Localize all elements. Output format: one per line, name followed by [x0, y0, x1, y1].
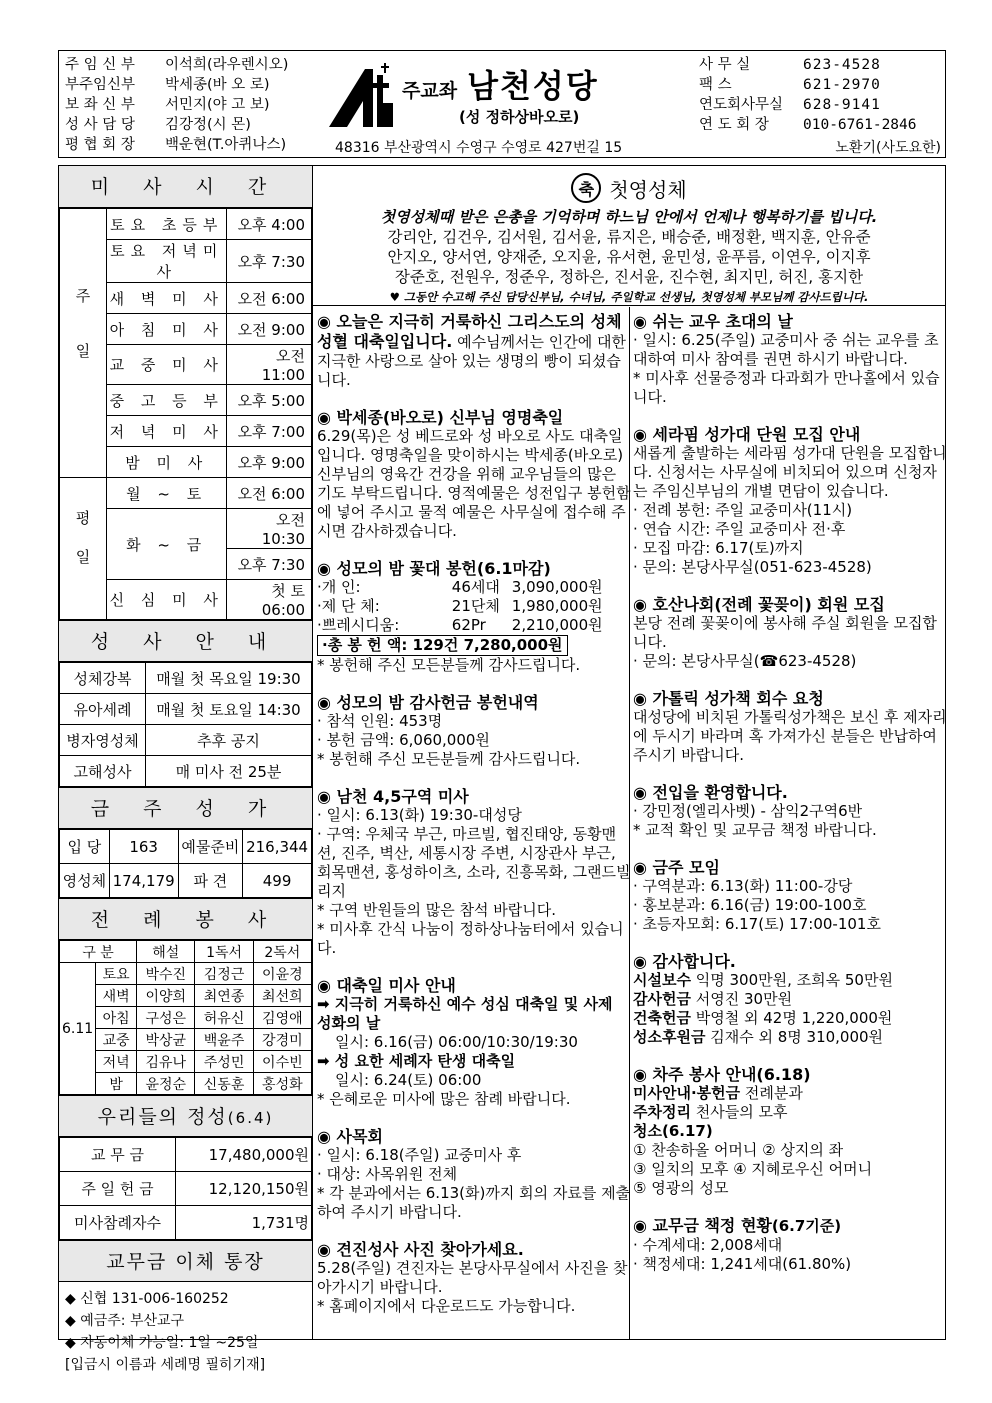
- mass-times-table: [59, 208, 312, 620]
- notice-feast: ◉ 오늘은 지극히 거룩하신 그리스도의 성체 성혈 대축일입니다. 예수님께서는 인간에 대한 지극한 사랑으로 살아 있는 생명의 빵이 되셨습니다.: [317, 312, 631, 390]
- table-row: 교 무 금 17,480,000원: [60, 1138, 312, 1172]
- notice-solemnity-mass: ◉ 대축일 미사 안내 ➡ 지극히 거룩하신 예수 성심 대축일 및 사제 성화의 날 일시: 6.16(금) 06:00/10:30/19:30 ➡ 성 요한 세례자 탄생 대축일 일시: 6.24(토) 06:00 * 은혜로운 미사에 많은 참례 바랍니다.: [317, 976, 631, 1109]
- table-row: 토요 저녁미사 오후 7:30: [60, 240, 312, 283]
- notice-welcome: ◉ 전입을 환영합니다. · 강민정(엘리사벳) - 삼익2구역6반 * 교적 확인 및 교무금 책정 바랍니다.: [633, 783, 947, 840]
- table-row: 주 일 헌 금 12,120,150원: [60, 1172, 312, 1206]
- notice-pastoral-council: ◉ 사목회 · 일시: 6.18(주일) 교중미사 후 · 대상: 사목위원 전체 * 각 분과에서는 6.13(화)까지 회의 자료를 제출하여 주시기 바랍니다.: [317, 1127, 631, 1222]
- church-logo-icon: [325, 61, 395, 131]
- table-row: 새벽 이양희 최연종 최선희: [60, 985, 312, 1007]
- church-title: [402, 61, 599, 105]
- liturgy-service-heading: 전 례 봉 사: [59, 898, 312, 940]
- liturgy-service-table: [59, 940, 312, 1095]
- table-row: 밤 미 사 오후 9:00: [60, 447, 312, 478]
- notice-thanks: ◉ 감사합니다. 시설보수 익명 300만원, 조희옥 50만원 감사헌금 서영진 30만원 건축헌금 박영철 외 42명 1,220,000원 성소후원금 김재수 외 8명 310,000원: [633, 952, 947, 1047]
- table-row: 영성체 174,179 파 견 499: [60, 864, 312, 898]
- contact-row: 연도회사무실 628-9141: [699, 97, 881, 113]
- main-content: [313, 165, 946, 1340]
- notice-flower-group-recruit: ◉ 호산나회(전례 꽃꽂이) 회원 모집 본당 전례 꽃꽂이에 봉사해 주실 회원을 모집합니다. · 문의: 본당사무실(☎623-4528): [633, 595, 947, 671]
- table-row: 6.11 토요 박수진 김정근 이윤경: [60, 963, 312, 985]
- table-row: 아침 구성은 허유신 김영애: [60, 1007, 312, 1029]
- congratulations-badge-icon: 축: [571, 173, 601, 203]
- header: [58, 50, 946, 158]
- notices-right: [633, 312, 947, 1292]
- first-communion-title: 첫영성체: [609, 177, 687, 202]
- hymns-heading: 금 주 성 가: [59, 787, 312, 829]
- table-row: 구 분 해설 1독서 2독서: [60, 941, 312, 963]
- first-communion-banner: [313, 166, 945, 306]
- mass-times-heading: 미 사 시 간: [59, 166, 312, 208]
- table-row: 중 고 등 부 오후 5:00: [60, 385, 312, 416]
- table-row: 화 ~ 금 오전 10:30: [60, 509, 312, 549]
- table-row: 오후 7:30: [60, 549, 312, 580]
- notice-choir-recruit: ◉ 세라핌 성가대 단원 모집 안내 새롭게 출발하는 세라핌 성가대 단원을 모집합니다. 신청서는 사무실에 비치되어 있으며 신청자는 주임신부님의 개별 면담이 있습니다. · 전례 봉헌: 주일 교중미사(11시) · 연습 시간: 주일 교중미사 전·후 · 모집 마감: 6.17(토)까지 · 문의: 본당사무실(051-623-4528): [633, 425, 947, 577]
- offering-total: ·총 봉 헌 액: 129건 7,280,000원: [317, 635, 568, 656]
- first-communion-thanks: ♥ 그동안 수고해 주신 담당신부님, 수녀님, 주일학교 선생님, 첫영성체 부모님께 감사드립니다.: [389, 290, 869, 304]
- church-patron: (성 정하상바오로): [459, 108, 580, 126]
- offering-heading: 우리들의 정성(6.4): [59, 1095, 312, 1137]
- table-row: 새 벽 미 사 오전 6:00: [60, 283, 312, 314]
- left-sidebar: [58, 165, 313, 1373]
- first-communion-wish: 첫영성체때 받은 은총을 기억하며 하느님 안에서 언제나 행복하기를 빕니다.: [380, 208, 878, 226]
- list-item: · 제 단 체: 21단체 1,980,000원: [317, 597, 631, 616]
- notice-weekly-meetings: ◉ 금주 모임 · 구역분과: 6.13(화) 11:00-강당 · 홍보분과: 6.16(금) 19:00-100호 · 초등자모회: 6.17(토) 17:00-101호: [633, 858, 947, 934]
- list-item: · 개 인: 46세대 3,090,000원: [317, 578, 631, 597]
- table-row: 고해성사 매 미사 전 25분: [60, 756, 312, 787]
- notices-left: [317, 312, 631, 1334]
- table-row: 저 녁 미 사 오후 7:00: [60, 416, 312, 447]
- table-row: 저녁 김유나 주성민 이수빈: [60, 1051, 312, 1073]
- table-row: 미사참례자수 1,731명: [60, 1206, 312, 1240]
- table-row: 아 침 미 사 오전 9:00: [60, 314, 312, 345]
- table-row: 입 당 163 예물준비 216,344: [60, 830, 312, 864]
- contact-name: 노환기(사도요한): [835, 140, 941, 156]
- table-row: 신 심 미 사 첫 토 06:00: [60, 580, 312, 620]
- contact-list: [699, 55, 945, 135]
- staff-list: [65, 55, 323, 155]
- hymns-table: [59, 829, 312, 898]
- notice-resting-faithful: ◉ 쉬는 교우 초대의 날 · 일시: 6.25(주일) 교중미사 중 쉬는 교우를 초대하여 미사 참여를 권면 하시기 바랍니다. * 미사후 선물증정과 다과회가 만나홀에서 있습니다.: [633, 312, 947, 407]
- church-title-main: 남천성당: [467, 67, 599, 105]
- notice-hymnal-return: ◉ 가톨릭 성가책 회수 요청 대성당에 비치된 가톨릭성가책은 보신 후 제자리에 두시기 바라며 혹 가져가신 분들은 반납하여 주시기 바랍니다.: [633, 689, 947, 765]
- contact-row: 연 도 회 장 010-6761-2846: [699, 117, 917, 133]
- staff-row: 부주임신부 박세종(바 오 로): [65, 77, 270, 93]
- offering-table: [59, 1137, 312, 1240]
- contact-row: 팩 스 621-2970: [699, 77, 881, 93]
- account-info: ◆ 신협 131-006-160252 ◆ 예금주: 부산교구 ◆ 자동이체 가능일: 1일 ~25일 [입금시 이름과 세례명 필히기재]: [65, 1291, 266, 1373]
- table-row: 교 중 미 사 오전 11:00: [60, 345, 312, 385]
- sacraments-table: [59, 662, 312, 787]
- notice-confirmation-photos: ◉ 견진성사 사진 찾아가세요. 5.28(주일) 견진자는 본당사무실에서 사진을 찾아가시기 바랍니다. * 홈페이지에서 다운로드도 가능합니다.: [317, 1240, 631, 1316]
- staff-row: 성 사 담 당 김강정(시 몬): [65, 117, 251, 133]
- notice-thanks-offering: ◉ 성모의 밤 감사헌금 봉헌내역 · 참석 인원: 453명 · 봉헌 금액: 6,060,000원 * 봉헌해 주신 모든분들께 감사드립니다.: [317, 693, 631, 769]
- contact-row: 사 무 실 623-4528: [699, 57, 881, 73]
- church-title-prefix: 주교좌: [402, 80, 458, 102]
- notice-nameday: ◉ 박세종(바오로) 신부님 영명축일 6.29(목)은 성 베드로와 성 바오로 사도 대축일입니다. 영명축일을 맞이하시는 박세종(바오로)신부님의 영육간 건강을 위해 교우님들의 많은 기도 부탁드립니다. 영적예물은 성전입구 봉헌함에 넣어 주시고 물적 예물은 사무실에 접수해 주시면 감사하겠습니다.: [317, 408, 631, 541]
- staff-row: 보 좌 신 부 서민지(야 고 보): [65, 97, 270, 113]
- table-row: 평일 월 ~ 토 오전 6:00: [60, 478, 312, 509]
- account-heading: 교무금 이체 통장: [59, 1240, 312, 1282]
- table-row: 주일 토요 초등부 오후 4:00: [60, 209, 312, 240]
- table-row: 성체강복 매월 첫 목요일 19:30: [60, 663, 312, 694]
- list-item: · 쁘레시디움: 62Pr 2,210,000원: [317, 616, 631, 635]
- notice-flower-offering: ◉ 성모의 밤 꽃대 봉헌(6.1마감) · 개 인: 46세대 3,090,000원 · 제 단 체: 21단체 1,980,000원 · 쁘레시디움: 62Pr 2,210,000원 ·총 봉 헌 액: 129건 7,280,000원 * 봉헌해 주신 모든분들께 감사드립니다.: [317, 559, 631, 675]
- first-communion-names: 강리안, 김건우, 김서원, 김서윤, 류지은, 배승준, 배정환, 백지훈, 안유준 안지오, 양서연, 양재준, 오지윤, 유서현, 윤민성, 윤푸름, 이연우, 이지후 장준호, 전원우, 정준우, 정하은, 진서윤, 진수현, 최지민, 허진, 홍지한: [387, 228, 871, 286]
- notice-district-mass: ◉ 남천 4,5구역 미사 · 일시: 6.13(화) 19:30-대성당 · 구역: 우체국 부근, 마르빌, 협진태양, 동황맨션, 진주, 벽산, 세통시장 주변, 시장관사 부근, 회목맨션, 홍성하이츠, 소라, 진흥목화, 그랜드빌리지 * 구역 반원들의 많은 참석 바랍니다. * 미사후 간식 나눔이 정하상나눔터에서 있습니다.: [317, 787, 631, 958]
- staff-row: 평 협 회 장 백운현(T.아퀴나스): [65, 137, 287, 153]
- staff-row: 주 임 신 부 이석희(라우렌시오): [65, 57, 289, 73]
- bulletin-page: [58, 50, 947, 1373]
- weekday-label: 평일: [60, 478, 107, 620]
- table-row: 유아세례 매월 첫 토요일 14:30: [60, 694, 312, 725]
- table-row: 밤 윤정순 신동훈 홍성화: [60, 1073, 312, 1095]
- sunday-label: 주일: [60, 209, 107, 478]
- church-address: 48316 부산광역시 수영구 수영로 427번길 15: [335, 140, 623, 156]
- table-row: 교중 박상균 백윤주 강경미: [60, 1029, 312, 1051]
- table-row: 병자영성체 추후 공지: [60, 725, 312, 756]
- sacraments-heading: 성 사 안 내: [59, 620, 312, 662]
- notice-tithe-status: ◉ 교무금 책정 현황(6.7기준) · 수계세대: 2,008세대 · 책정세대: 1,241세대(61.80%): [633, 1216, 947, 1274]
- notice-next-week-service: ◉ 차주 봉사 안내(6.18) 미사안내·봉헌금 전례분과 주차정리 천사들의 모후 청소(6.17) ① 찬송하올 어머니 ② 상지의 좌 ③ 일치의 모후 ④ 지혜로우신 어머니 ⑤ 영광의 성모: [633, 1065, 947, 1198]
